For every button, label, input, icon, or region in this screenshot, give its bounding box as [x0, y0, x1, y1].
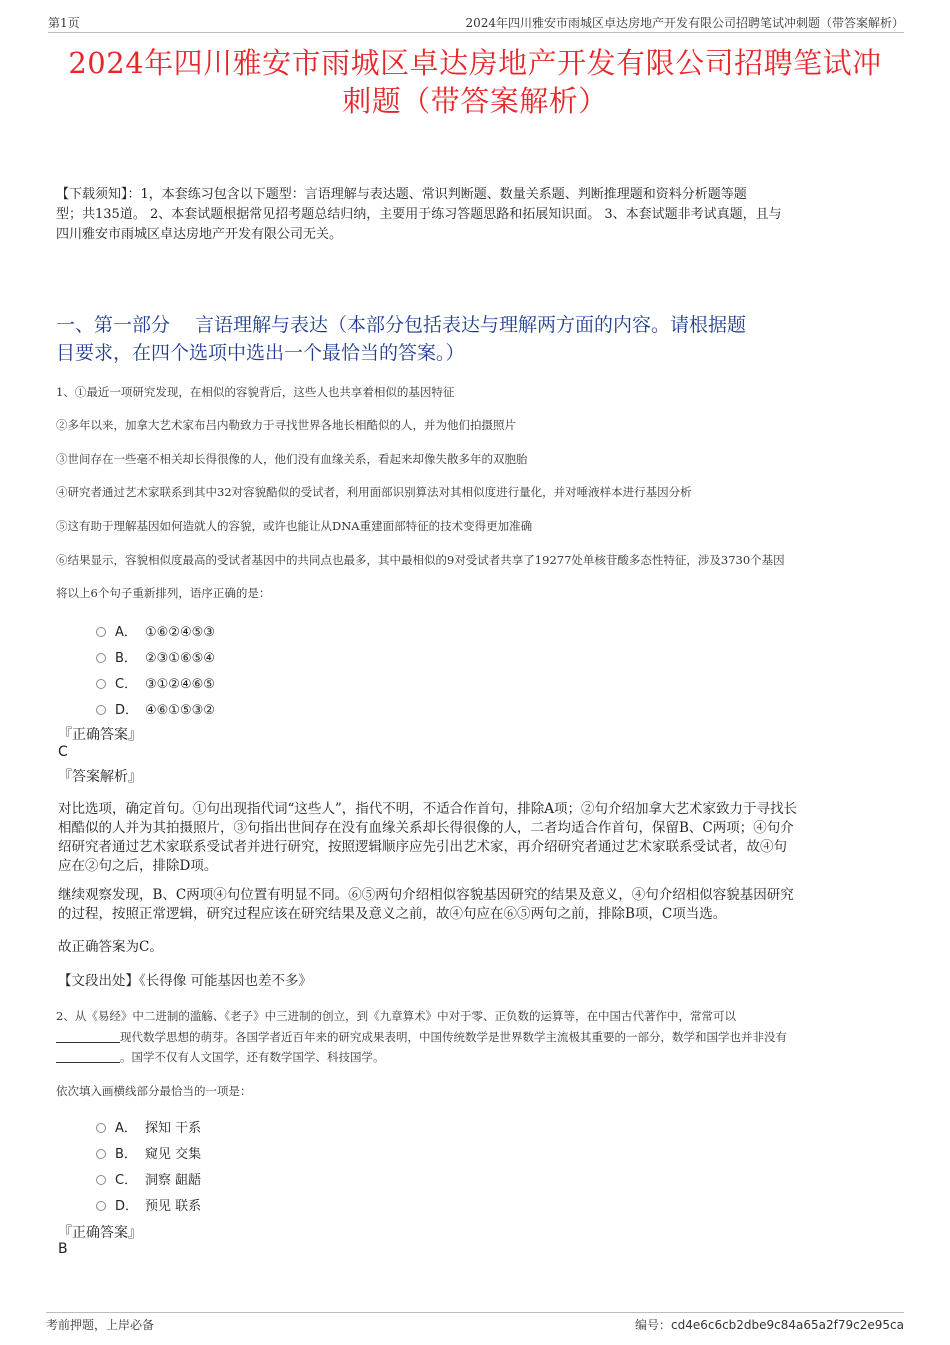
q1-sentence: ③世间存在一些毫不相关却长得很像的人，他们没有血缘关系，看起来却像失散多年的双胞胎	[56, 452, 528, 466]
radio-icon[interactable]	[96, 1175, 106, 1185]
analysis-line: 的过程，按照正常逻辑，研究过程应该在研究结果及意义之前，故④句应在⑥⑤两句之前，排除B项，C项当选。	[58, 906, 727, 922]
q2-option-d[interactable]	[96, 1195, 201, 1214]
option-letter: B．	[115, 1147, 137, 1162]
q1-option-d[interactable]	[96, 699, 215, 718]
q1-analysis-p2	[58, 886, 896, 924]
radio-icon[interactable]	[96, 653, 106, 663]
q2-answer-label: 『正确答案』	[58, 1225, 142, 1241]
section-heading-line: 目要求，在四个选项中选出一个最恰当的答案。）	[56, 342, 465, 364]
analysis-line: 绍研究者通过艺术家联系受试者并进行研究，按照逻辑顺序应先引出艺术家，再介绍研究者通过艺术家联系受试者，故④句	[58, 839, 787, 855]
radio-icon[interactable]	[96, 705, 106, 715]
option-letter: D．	[115, 703, 139, 718]
option-text: ④⑥①⑤③②	[145, 703, 215, 718]
page-number: 第1页	[48, 16, 80, 30]
analysis-line: 继续观察发现，B、C两项④句位置有明显不同。⑥⑤两句介绍相似容貌基因研究的结果及意义，④句介绍相似容貌基因研究	[58, 887, 794, 903]
q1-answer: C	[58, 744, 68, 760]
q1-sentence: ⑥结果显示，容貌相似度最高的受试者基因中的共同点也最多，其中最相似的9对受试者共享了19277处单核苷酸多态性特征，涉及3730个基因	[56, 553, 785, 567]
q2-stem-text: 。国学不仅有人文国学，还有数学国学、科技国学。	[120, 1050, 385, 1064]
section-heading	[56, 311, 894, 367]
fill-blank[interactable]	[56, 1030, 120, 1043]
q2-stem-line2	[56, 1029, 898, 1045]
q2-option-c[interactable]	[96, 1169, 201, 1188]
footer-code	[635, 1316, 904, 1333]
option-text: ③①②④⑥⑤	[145, 677, 215, 692]
footer-slogan: 考前押题，上岸必备	[46, 1318, 155, 1332]
option-text: ①⑥②④⑤③	[145, 625, 215, 640]
q2-option-b[interactable]	[96, 1143, 201, 1162]
page-title	[40, 44, 910, 120]
analysis-line: 应在②句之后，排除D项。	[58, 858, 218, 874]
radio-icon[interactable]	[96, 627, 106, 637]
fill-blank[interactable]	[56, 1050, 120, 1063]
option-text: 窥见 交集	[145, 1147, 202, 1162]
footer-code-label: 编号：	[634, 1318, 671, 1332]
q1-sentence: 1、①最近一项研究发现，在相似的容貌背后，这些人也共享着相似的基因特征	[56, 385, 455, 399]
option-text: 预见 联系	[145, 1199, 202, 1214]
q1-sentence: ④研究者通过艺术家联系到其中32对容貌酷似的受试者，利用面部识别算法对其相似度进行量化，并对唾液样本进行基因分析	[56, 485, 692, 499]
q1-prompt: 将以上6个句子重新排列，语序正确的是：	[56, 586, 271, 600]
analysis-line: 相酷似的人并为其拍摄照片，③句指出世间存在没有血缘关系却长得很像的人，二者均适合作首句，保留B、C两项；④句介	[58, 820, 794, 836]
q1-option-a[interactable]	[96, 621, 215, 640]
page-footer	[46, 1312, 904, 1333]
footer-code-value: cd4e6c6cb2dbe9c84a65a2f79c2e95ca	[670, 1318, 904, 1332]
q2-stem-text: 现代数学思想的萌芽。各国学者近百年来的研究成果表明，中国传统数学是世界数学主流极其重要的一部分，数学和国学也并非没有	[120, 1030, 787, 1044]
q2-stem-line3	[56, 1049, 898, 1065]
q1-sentence: ⑤这有助于理解基因如何造就人的容貌，或许也能让从DNA重建面部特征的技术变得更加准确	[56, 519, 533, 533]
page-title-line1: 2024年四川雅安市雨城区卓达房地产开发有限公司招聘笔试冲	[68, 46, 882, 80]
notice-line: 【下载须知】：1，本套练习包含以下题型：言语理解与表达题、常识判断题、数量关系题、判断推理题和资料分析题等题	[56, 187, 747, 202]
q1-answer-label: 『正确答案』	[58, 727, 142, 743]
option-letter: A．	[115, 625, 137, 640]
option-letter: B．	[115, 651, 137, 666]
option-letter: A．	[115, 1121, 137, 1136]
q2-stem-line1: 2、从《易经》中二进制的滥觞、《老子》中三进制的创立，到《九章算术》中对于零、正负数的运算等，在中国古代著作中，常常可以	[56, 1009, 737, 1023]
radio-icon[interactable]	[96, 1149, 106, 1159]
download-notice	[56, 185, 898, 245]
q1-analysis-p1	[58, 800, 896, 876]
radio-icon[interactable]	[96, 1201, 106, 1211]
option-letter: D．	[115, 1199, 139, 1214]
notice-line: 四川雅安市雨城区卓达房地产开发有限公司无关。	[56, 227, 343, 242]
radio-icon[interactable]	[96, 1123, 106, 1133]
option-text: 洞察 龃龉	[145, 1173, 202, 1188]
section-heading-line: 一、第一部分 言语理解与表达（本部分包括表达与理解两方面的内容。请根据题	[56, 314, 747, 336]
option-text: ②③①⑥⑤④	[145, 651, 215, 666]
q1-option-b[interactable]	[96, 647, 215, 666]
radio-icon[interactable]	[96, 679, 106, 689]
page-header	[48, 12, 904, 33]
q1-analysis-p3: 故正确答案为C。	[58, 939, 163, 955]
analysis-line: 对比选项，确定首句。①句出现指代词“这些人”，指代不明，不适合作首句，排除A项；②句介绍加拿大艺术家致力于寻找长	[58, 801, 798, 817]
option-text: 探知 干系	[145, 1121, 202, 1136]
q1-option-c[interactable]	[96, 673, 215, 692]
q2-answer: B	[58, 1241, 68, 1257]
q2-option-a[interactable]	[96, 1117, 201, 1136]
option-letter: C．	[115, 677, 138, 692]
option-letter: C．	[115, 1173, 138, 1188]
q1-source: 【文段出处】《长得像 可能基因也差不多》	[58, 973, 313, 989]
header-doc-title: 2024年四川雅安市雨城区卓达房地产开发有限公司招聘笔试冲刺题（带答案解析）	[465, 16, 904, 30]
q1-sentence: ②多年以来，加拿大艺术家布吕内勒致力于寻找世界各地长相酷似的人，并为他们拍摄照片	[56, 418, 516, 432]
q2-prompt: 依次填入画横线部分最恰当的一项是：	[56, 1084, 252, 1098]
q1-analysis-label: 『答案解析』	[58, 769, 142, 785]
page-title-line2: 刺题（带答案解析）	[342, 84, 608, 118]
notice-line: 型；共135道。 2、本套试题根据常见招考题总结归纳，主要用于练习答题思路和拓展知识面。 3、本套试题非考试真题，且与	[56, 207, 782, 222]
